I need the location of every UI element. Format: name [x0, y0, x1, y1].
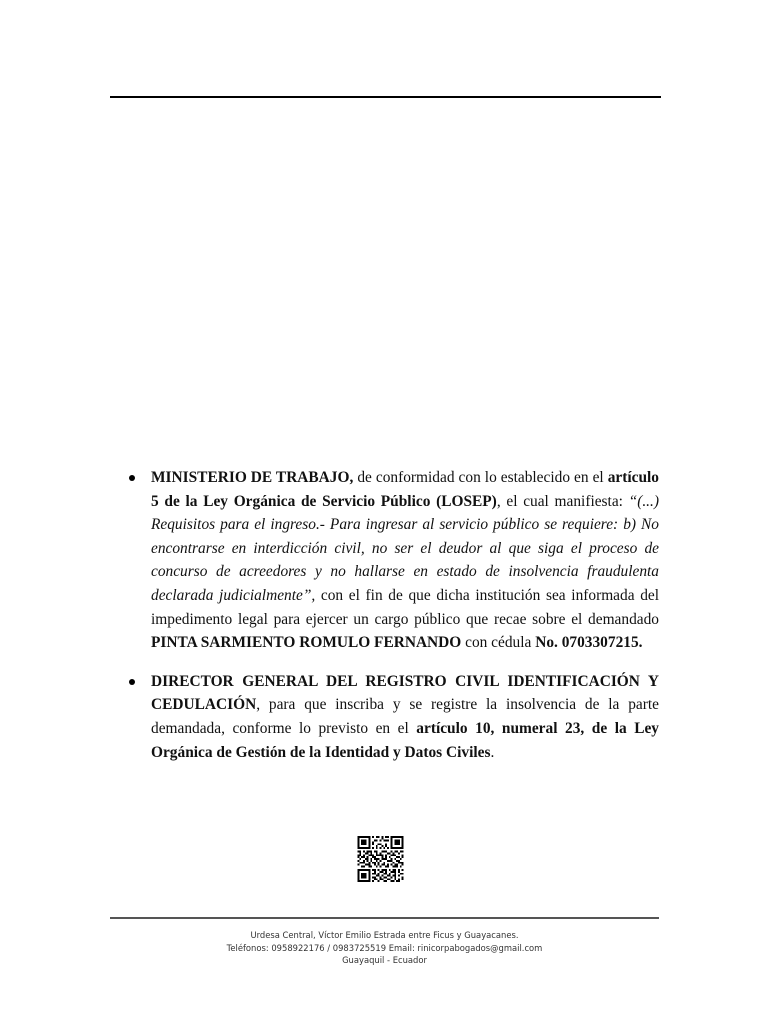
bullet-icon	[129, 475, 135, 481]
footer	[110, 929, 659, 967]
law-reference: artículo 10, numeral 23, de la Ley Orgánica de Gestión de la Identidad y Datos Civiles	[151, 719, 659, 761]
text-segment: , el cual manifiesta:	[496, 492, 629, 510]
footer-address: Urdesa Central, Víctor Emilio Estrada entre Ficus y Guayacanes.	[250, 930, 519, 940]
text-segment: .	[490, 743, 495, 761]
law-reference: artículo 5 de la Ley Orgánica de Servicio Público (LOSEP)	[151, 469, 659, 510]
footer-city: Guayaquil - Ecuador	[342, 955, 427, 966]
list-item-registro-civil	[110, 670, 659, 764]
text-segment: con el fin de que dicha institución sea informada del impedimento legal para ejercer un cargo público que recae sobre el demandado	[151, 586, 659, 628]
footer-rule	[110, 917, 659, 919]
list-item-ministerio	[110, 466, 659, 655]
text-segment: con cédula	[461, 634, 536, 652]
footer-contact: Teléfonos: 0958922176 / 0983725519 Email: rinicorpabogados@gmail.com	[226, 942, 543, 953]
institution-name: MINISTERIO DE TRABAJO,	[151, 469, 354, 486]
bullet-icon	[129, 679, 135, 685]
defendant-name: PINTA SARMIENTO ROMULO FERNANDO	[151, 634, 462, 652]
institution-name: DIRECTOR GENERAL DEL REGISTRO CIVIL IDENTIFICACIÓN Y CEDULACIÓN	[151, 672, 659, 714]
id-number: No. 0703307215.	[535, 634, 643, 652]
header-rule	[110, 96, 661, 98]
text-segment: , para que inscriba y se registre la insolvencia de la parte demandada, conforme lo previsto en el	[151, 696, 659, 737]
text-segment: de conformidad con lo establecido en el	[353, 469, 608, 486]
bullet-list	[110, 466, 659, 764]
legal-quote: “(...) Requisitos para el ingreso.- Para ingresar al servicio público se requiere: b) No encontrarse en interdicción civil, no ser el deudor al que siga el proceso de concurso de acreedores y no hallarse en estado de insolvencia fraudulenta declarada judicialmente”,	[151, 492, 659, 604]
qr-code-icon	[357, 836, 404, 882]
